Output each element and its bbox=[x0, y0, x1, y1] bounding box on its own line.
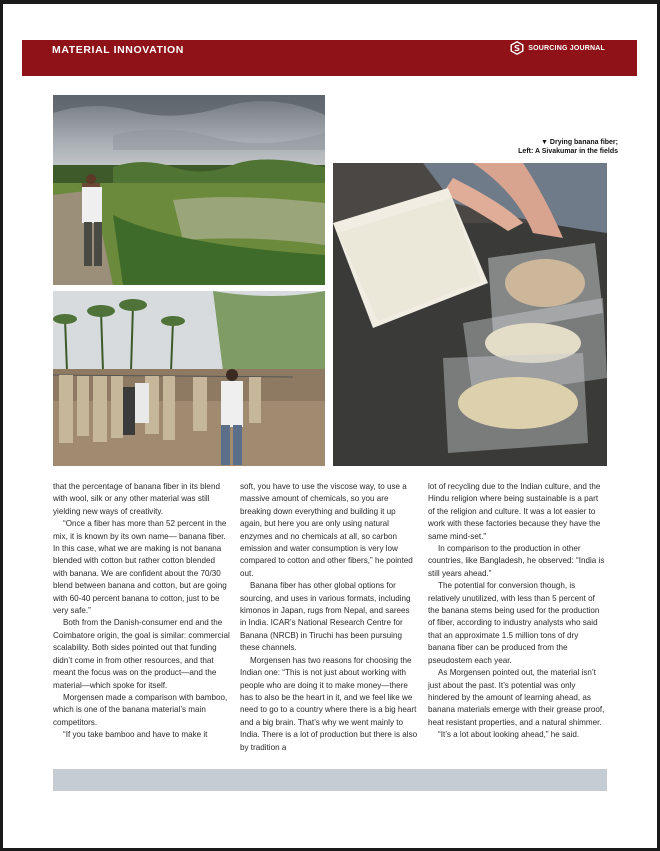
article-paragraph: Banana fiber has other global options for sourcing, and uses in various formats, including kimonos in Japan, rugs from Nepal, and sarees in India. ICAR’s National Research Centre for Banana (NRCB) in Tiruchi has been pursuing these channels. bbox=[240, 581, 411, 653]
footer-bar bbox=[53, 769, 607, 791]
photo-caption bbox=[440, 138, 618, 156]
brand-name: SOURCING JOURNAL bbox=[528, 44, 605, 52]
caption-line-1: ▼ Drying banana fiber; bbox=[541, 139, 618, 146]
article-paragraph: Both from the Danish-consumer end and the Coimbatore origin, the goal is similar: commercial scalability. Both sides pointed out that funding didn’t come in from other resources, and that meant the focus was on the product—and the material—which spoke for itself. bbox=[53, 618, 230, 690]
photo-banana-fabric-samples bbox=[333, 163, 607, 466]
photo-sivakumar-in-fields bbox=[53, 95, 325, 285]
brand bbox=[510, 41, 605, 55]
article-paragraph: In comparison to the production in other countries, like Bangladesh, he observed: “India is still years ahead.” bbox=[428, 544, 605, 578]
article-column-1 bbox=[53, 481, 231, 742]
article-paragraph: The potential for conversion though, is relatively unutilized, with less than 5 percent of the banana stems being used for the production of fiber, according to industry analysts who said that an approximate 1.5 million tons of dry banana fiber can be produced from the pseudostem each year. bbox=[428, 581, 600, 665]
article-paragraph: “Once a fiber has more than 52 percent in the mix, it is known by its own name— banana fiber. In this case, what we are making is not banana blended with cotton but rather cotton blended with banana. We are confident about the 70/30 blend between banana and cotton, but are going with 60-40 percent banana to cotton, just to be very safe.” bbox=[53, 519, 227, 616]
caption-line-2: Left: A Sivakumar in the fields bbox=[518, 148, 618, 155]
article-paragraph: “It’s a lot about looking ahead,” he said. bbox=[438, 730, 580, 740]
article-paragraph: As Morgensen pointed out, the material isn’t just about the past. It’s potential was only hindered by the amount of learning ahead, as banana materials emerge with their grease proof, heat resistant properties, and a natural shimmer. bbox=[428, 668, 605, 727]
article-paragraph: Morgensen has two reasons for choosing the Indian one: “This is not just about working with people who are doing it to make money—there has to also be the heart in it, and we feel like we need to go to a country where there is a big heart and a big brain. That’s why we went mainly to India. There is a lot of production but there is also by tradition a bbox=[240, 655, 418, 752]
article-paragraph: “If you take bamboo and have to make it bbox=[63, 730, 208, 740]
photo-drying-fiber bbox=[53, 291, 325, 466]
article-paragraph: lot of recycling due to the Indian culture, and the Hindu religion where being sustainable is a part of the religion and culture. It was a lot easier to work with these factories because they have the same mind-set.” bbox=[428, 482, 601, 541]
header-band bbox=[22, 40, 637, 76]
article-column-2 bbox=[240, 481, 418, 754]
article-paragraph: soft, you have to use the viscose way, to use a massive amount of chemicals, so you are breaking down everything and building it up again, but here you are only using natural enzymes and no chemicals at all, so carbon emission and water consumption is very low compared to cotton and other fibers,” he pointed out. bbox=[240, 482, 413, 578]
section-title: MATERIAL INNOVATION bbox=[52, 44, 184, 56]
article-paragraph: Morgensen made a comparison with bamboo, which is one of the banana material’s main competitors. bbox=[53, 692, 228, 727]
article-column-3 bbox=[428, 481, 606, 742]
article-paragraph: that the percentage of banana fiber in its blend with wool, silk or any other material was still yielding new ways of creativity. bbox=[53, 482, 220, 516]
sourcing-journal-logo-icon bbox=[510, 41, 524, 55]
